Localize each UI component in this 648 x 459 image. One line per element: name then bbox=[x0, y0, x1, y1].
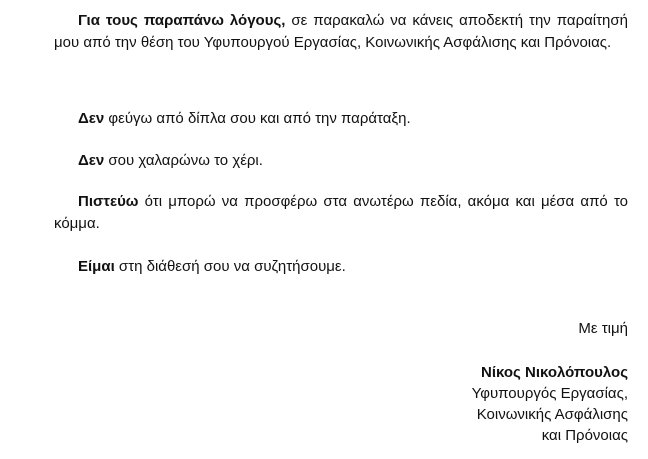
paragraph-text: στη διάθεσή σου να συζητήσουμε. bbox=[114, 258, 346, 275]
paragraph-text: σε παρακαλώ να κάνεις αποδεκτή την παραίτησή μου από την θέση του Υφυπουργού Εργασίας, Κοινωνικής Ασφάλισης και Πρόνοιας. bbox=[54, 12, 628, 51]
paragraph-resignation-request bbox=[54, 10, 628, 54]
signature-title-line: και Πρόνοιας bbox=[541, 427, 628, 444]
signature-title-line: Κοινωνικής Ασφάλισης bbox=[476, 406, 628, 423]
signature-title-line: Υφυπουργός Εργασίας, bbox=[471, 385, 628, 402]
paragraph-belief bbox=[54, 191, 628, 235]
paragraph-lead: Είμαι bbox=[78, 258, 115, 275]
paragraph-not-leaving bbox=[54, 108, 628, 130]
paragraph-lead: Πιστεύω bbox=[78, 193, 139, 210]
paragraph-text: φεύγω από δίπλα σου και από την παράταξη. bbox=[104, 110, 411, 127]
paragraph-availability bbox=[54, 256, 628, 278]
paragraph-lead: Δεν bbox=[78, 152, 105, 169]
paragraph-lead: Δεν bbox=[78, 110, 105, 127]
paragraph-lead: Για τους παραπάνω λόγους, bbox=[78, 12, 286, 29]
paragraph-support bbox=[54, 150, 628, 172]
signature-name: Νίκος Νικολόπουλος bbox=[480, 364, 628, 381]
paragraph-text: σου χαλαρώνω το χέρι. bbox=[104, 152, 263, 169]
signature-block bbox=[472, 362, 628, 446]
closing-salutation: Με τιμή bbox=[578, 320, 628, 337]
paragraph-text: ότι μπορώ να προσφέρω στα ανωτέρω πεδία, ακόμα και μέσα από το κόμμα. bbox=[54, 193, 628, 232]
